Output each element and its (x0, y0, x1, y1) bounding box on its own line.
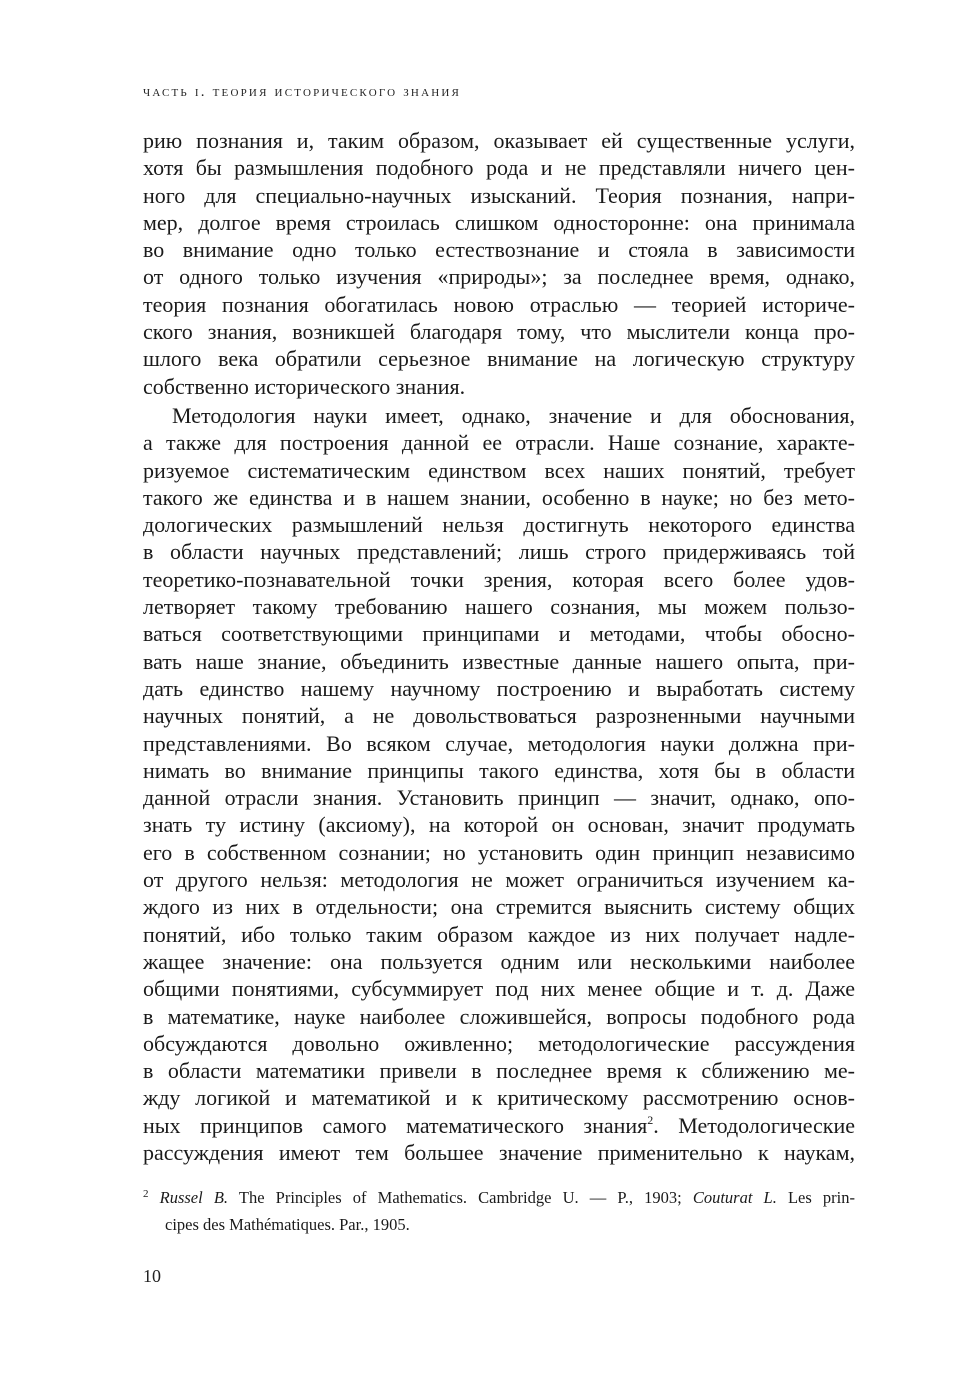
text-line: ризуемое систематическим единством всех наших понятий, требует (143, 457, 855, 483)
text-line: жащее значение: она пользуется одним или несколькими наиболее (143, 948, 855, 974)
paragraph-2 (143, 402, 855, 1166)
text-line: рассуждения имеют тем большее значение применительно к наукам, (143, 1139, 855, 1165)
text-line: хотя бы размышления подобного рода и не представляли ничего цен- (143, 155, 855, 181)
text-line: теоретико-познавательной точки зрения, которая всего более удов- (143, 566, 855, 592)
text-line: ждого из них в отдельности; она стремится выяснить систему общих (143, 894, 855, 920)
text-line: жду логикой и математикой и к критическому рассмотрению основ- (143, 1085, 855, 1111)
page-number: 10 (143, 1266, 161, 1286)
text-line: мер, долгое время строилась слишком односторонне: она принимала (143, 209, 855, 235)
text-line: представлениями. Во всяком случае, методология науки должна при- (143, 730, 855, 756)
footnote-line (143, 1184, 855, 1211)
text-line: от другого нельзя: методология не может ограничиться изучением ка- (143, 867, 855, 893)
text-line: теория познания обогатилась новою отраслью — теорией историче- (143, 291, 855, 317)
text-line: а также для построения данной ее отрасли. Наше сознание, характе- (143, 430, 855, 456)
text-line: шлого века обратили серьезное внимание на логическую структуру (143, 346, 855, 372)
footnote-text: Les prin- (776, 1188, 855, 1207)
text-line: дать единство нашему научному построению и выработать систему (143, 675, 855, 701)
text-line: ного для специально-научных изысканий. Теория познания, напри- (143, 182, 855, 208)
running-head: часть i. теория исторического знания (143, 84, 462, 100)
text-line: знать ту истину (аксиому), на которой он основан, значит продумать (143, 812, 855, 838)
text-line: в математике, науке наиболее сложившейся, вопросы подобного рода (143, 1003, 855, 1029)
text-line: вать наше знание, объединить известные данные нашего опыта, при- (143, 648, 855, 674)
footnote-text: The Principles of Mathematics. Cambridge U. — P., 1903; (228, 1188, 693, 1207)
text-line: ваться соответствующими принципами и методами, чтобы обосно- (143, 621, 855, 647)
footnote-line: cipes des Mathématiques. Par., 1905. (165, 1215, 410, 1234)
text-fragment: ных принципов самого математического знания (143, 1112, 648, 1138)
footnote-marker: 2 (143, 1188, 149, 1200)
text-line: ского знания, возникшей благодаря тому, что мыслители конца про- (143, 319, 855, 345)
footnote-reference: 2 (647, 1112, 654, 1127)
body-text (143, 127, 855, 1166)
text-line: обсуждаются довольно оживленно; методологические рассуждения (143, 1030, 855, 1056)
text-line: дологических размышлений нельзя достигнуть некоторого единства (143, 512, 855, 538)
text-line: от одного только изучения «природы»; за последнее время, однако, (143, 264, 855, 290)
footnote (143, 1184, 855, 1238)
text-line: его в собственном сознании; но установить один принцип независимо (143, 839, 855, 865)
text-line: Методология науки имеет, однако, значение и для обоснования, (172, 402, 855, 428)
footnote-author: Russel B. (159, 1188, 229, 1207)
text-line: во внимание одно только естествознание и стояла в зависимости (143, 237, 855, 263)
text-line: такого же единства и в нашем знании, особенно в науке; но без мето- (143, 484, 855, 510)
text-line: общими понятиями, субсуммирует под них менее общие и т. д. Даже (143, 976, 855, 1002)
text-line: в области математики привели в последнее время к сближению ме- (143, 1058, 855, 1084)
text-line: собственно исторического знания. (143, 373, 466, 399)
footnote-author: Couturat L. (692, 1188, 777, 1207)
text-line: научных понятий, а не довольствоваться разрозненными научными (143, 703, 855, 729)
text-line: понятий, ибо только таким образом каждое из них получает надле- (143, 921, 855, 947)
text-line: в области научных представлений; лишь строго придерживаясь той (143, 539, 855, 565)
text-line: данной отрасли знания. Установить принцип — значит, однако, опо- (143, 785, 855, 811)
paragraph-1 (143, 127, 855, 400)
text-line: летворяет такому требованию нашего сознания, мы можем пользо- (143, 594, 855, 620)
text-line-with-footnote-ref (143, 1112, 855, 1139)
text-line: нимать во внимание принципы такого единства, хотя бы в области (143, 757, 855, 783)
text-line: рию познания и, таким образом, оказывает ей существенные услуги, (143, 128, 855, 153)
text-fragment: . Методологические (653, 1112, 856, 1138)
